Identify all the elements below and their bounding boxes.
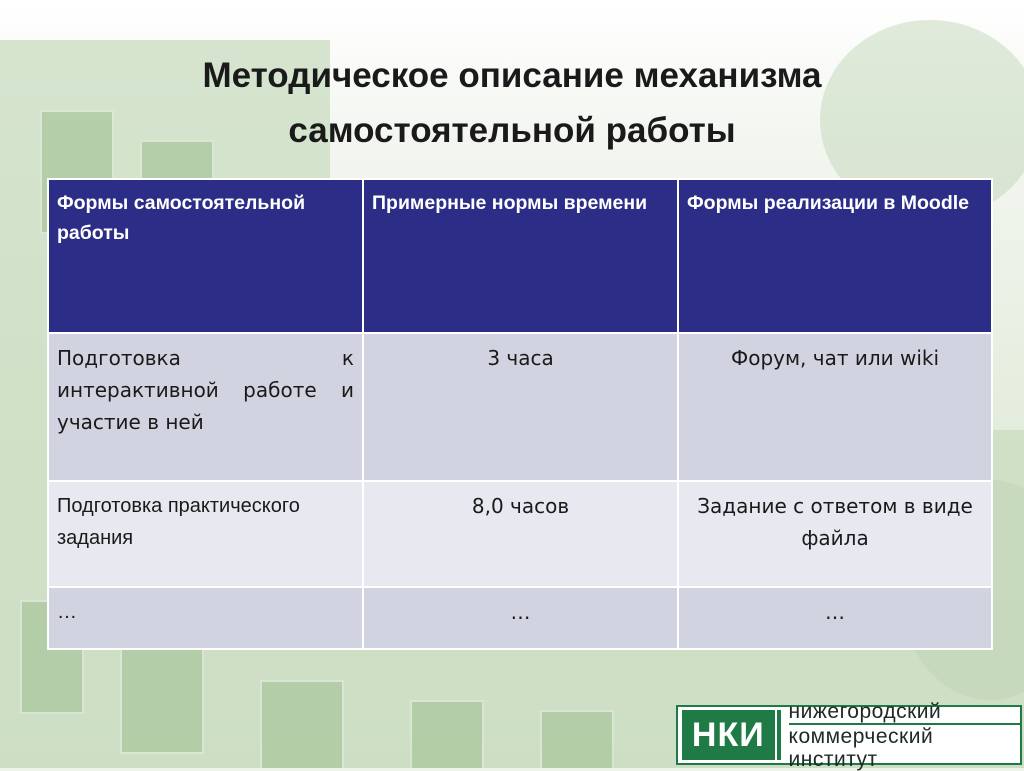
table-row xyxy=(48,333,992,481)
table-cell: 3 часа xyxy=(363,333,678,481)
table-cell: … xyxy=(678,587,992,649)
title-line-2: самостоятельной работы xyxy=(288,111,736,150)
institute-logo xyxy=(676,699,1022,771)
table-row xyxy=(48,481,992,587)
table-cell: Форум, чат или wiki xyxy=(678,333,992,481)
logo-name xyxy=(789,700,1020,771)
table-cell: Задание с ответом в виде файла xyxy=(678,481,992,587)
table-cell: … xyxy=(48,587,363,649)
table-header-row xyxy=(48,179,992,333)
title-line-1: Методическое описание механизма xyxy=(202,56,822,95)
table-cell: Подготовка практического задания xyxy=(48,481,363,587)
logo-line-2: коммерческий институт xyxy=(789,723,1020,771)
table-cell: Подготовка к интерактивной работе и участие в ней xyxy=(48,333,363,481)
header-cell-moodle: Формы реализации в Moodle xyxy=(678,179,992,333)
table-row xyxy=(48,587,992,649)
self-study-table xyxy=(47,178,993,650)
logo-line-1: нижегородский xyxy=(788,699,942,723)
header-cell-forms: Формы самостоятельной работы xyxy=(48,179,363,333)
table-cell: 8,0 часов xyxy=(363,481,678,587)
page-title xyxy=(0,48,1024,158)
logo-abbreviation: НКИ xyxy=(682,710,775,760)
table-cell: … xyxy=(363,587,678,649)
header-cell-time: Примерные нормы времени xyxy=(363,179,678,333)
